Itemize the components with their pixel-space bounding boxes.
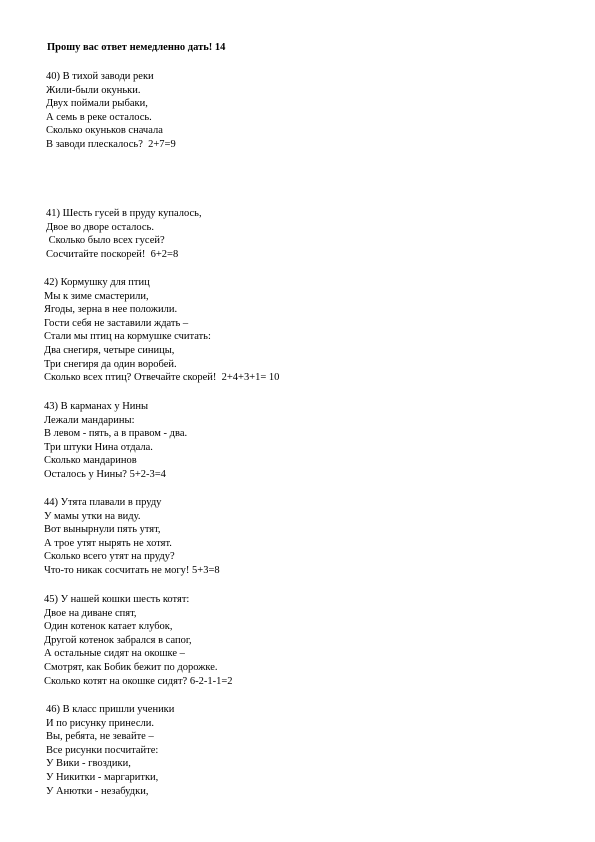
riddle-line: Жили-были окуньки.	[46, 84, 141, 96]
riddle-line: В левом - пять, а в правом - два.	[44, 428, 188, 440]
riddle-line: 41) Шесть гусей в пруду купалось,	[46, 208, 202, 219]
riddle-41	[46, 207, 202, 261]
riddle-43	[44, 400, 187, 482]
riddle-line: Один котенок катает клубок,	[44, 621, 173, 633]
riddle-line: Два снегиря, четыре синицы,	[44, 344, 175, 356]
riddle-line: Вы, ребята, не зевайте –	[46, 731, 154, 743]
riddle-line: Двое на диване спят,	[44, 607, 137, 619]
riddle-46	[46, 703, 174, 798]
riddle-line: Сколько всего утят на пруду?	[44, 551, 175, 563]
riddle-line: Стали мы птиц на кормушке считать:	[44, 331, 211, 343]
riddle-42	[44, 276, 279, 385]
riddle-line: У Анютки - незабудки,	[46, 785, 149, 797]
riddle-line: Осталось у Нины? 5+2-3=4	[44, 468, 166, 480]
riddle-line: Три снегиря да один воробей.	[44, 358, 177, 370]
riddle-line: Сколько окуньков сначала	[46, 125, 163, 137]
riddle-line: А трое утят нырять не хотят.	[44, 537, 172, 549]
riddle-line: Смотрят, как Бобик бежит по дорожке.	[44, 661, 218, 673]
riddle-line: Что-то никак сосчитать не могу! 5+3=8	[44, 564, 220, 576]
riddle-line: А семь в реке осталось.	[46, 111, 152, 123]
riddle-line: И по рисунку принесли.	[46, 717, 154, 729]
riddle-44	[44, 496, 220, 578]
riddle-line: Мы к зиме смастерили,	[44, 290, 149, 302]
riddle-line: Сколько котят на окошке сидят? 6-2-1-1=2	[44, 675, 233, 687]
riddle-line: У Никитки - маргаритки,	[46, 771, 159, 783]
riddle-line: Три штуки Нина отдала.	[44, 441, 153, 453]
riddle-line: Другой котенок забрался в сапог,	[44, 634, 192, 646]
riddle-line: 43) В карманах у Нины	[44, 401, 149, 412]
riddle-line: Сколько мандаринов	[44, 455, 137, 467]
page-header: Прошу вас ответ немедленно дать! 14	[47, 42, 226, 53]
riddle-line: Гости себя не заставили ждать –	[44, 317, 189, 329]
riddle-45	[44, 593, 233, 688]
riddle-line: Двух поймали рыбаки,	[46, 98, 148, 110]
riddle-line: 45) У нашей кошки шесть котят:	[44, 594, 190, 605]
riddle-line: Лежали мандарины:	[44, 414, 135, 426]
riddle-line: Сколько всех птиц? Отвечайте скорей! 2+4+3+1= 10	[44, 372, 280, 384]
riddle-line: Сосчитайте поскорей! 6+2=8	[46, 248, 179, 260]
riddle-line: 40) В тихой заводи реки	[46, 71, 154, 82]
riddle-line: 42) Кормушку для птиц	[44, 277, 150, 288]
riddle-line: Ягоды, зерна в нее положили.	[44, 304, 178, 316]
riddle-40	[46, 70, 176, 152]
riddle-line: 46) В класс пришли ученики	[46, 704, 175, 715]
riddle-line: У мамы утки на виду.	[44, 510, 141, 522]
riddle-line: Все рисунки посчитайте:	[46, 744, 159, 756]
riddle-line: Двое во дворе осталось.	[46, 221, 154, 233]
riddle-line: Вот вынырнули пять утят,	[44, 524, 161, 536]
riddle-line: А остальные сидят на окошке –	[44, 648, 185, 660]
riddle-line: У Вики - гвоздики,	[46, 758, 131, 770]
riddle-line: Сколько было всех гусей?	[46, 235, 165, 247]
riddle-line: В заводи плескалось? 2+7=9	[46, 138, 176, 150]
riddle-line: 44) Утята плавали в пруду	[44, 497, 162, 508]
